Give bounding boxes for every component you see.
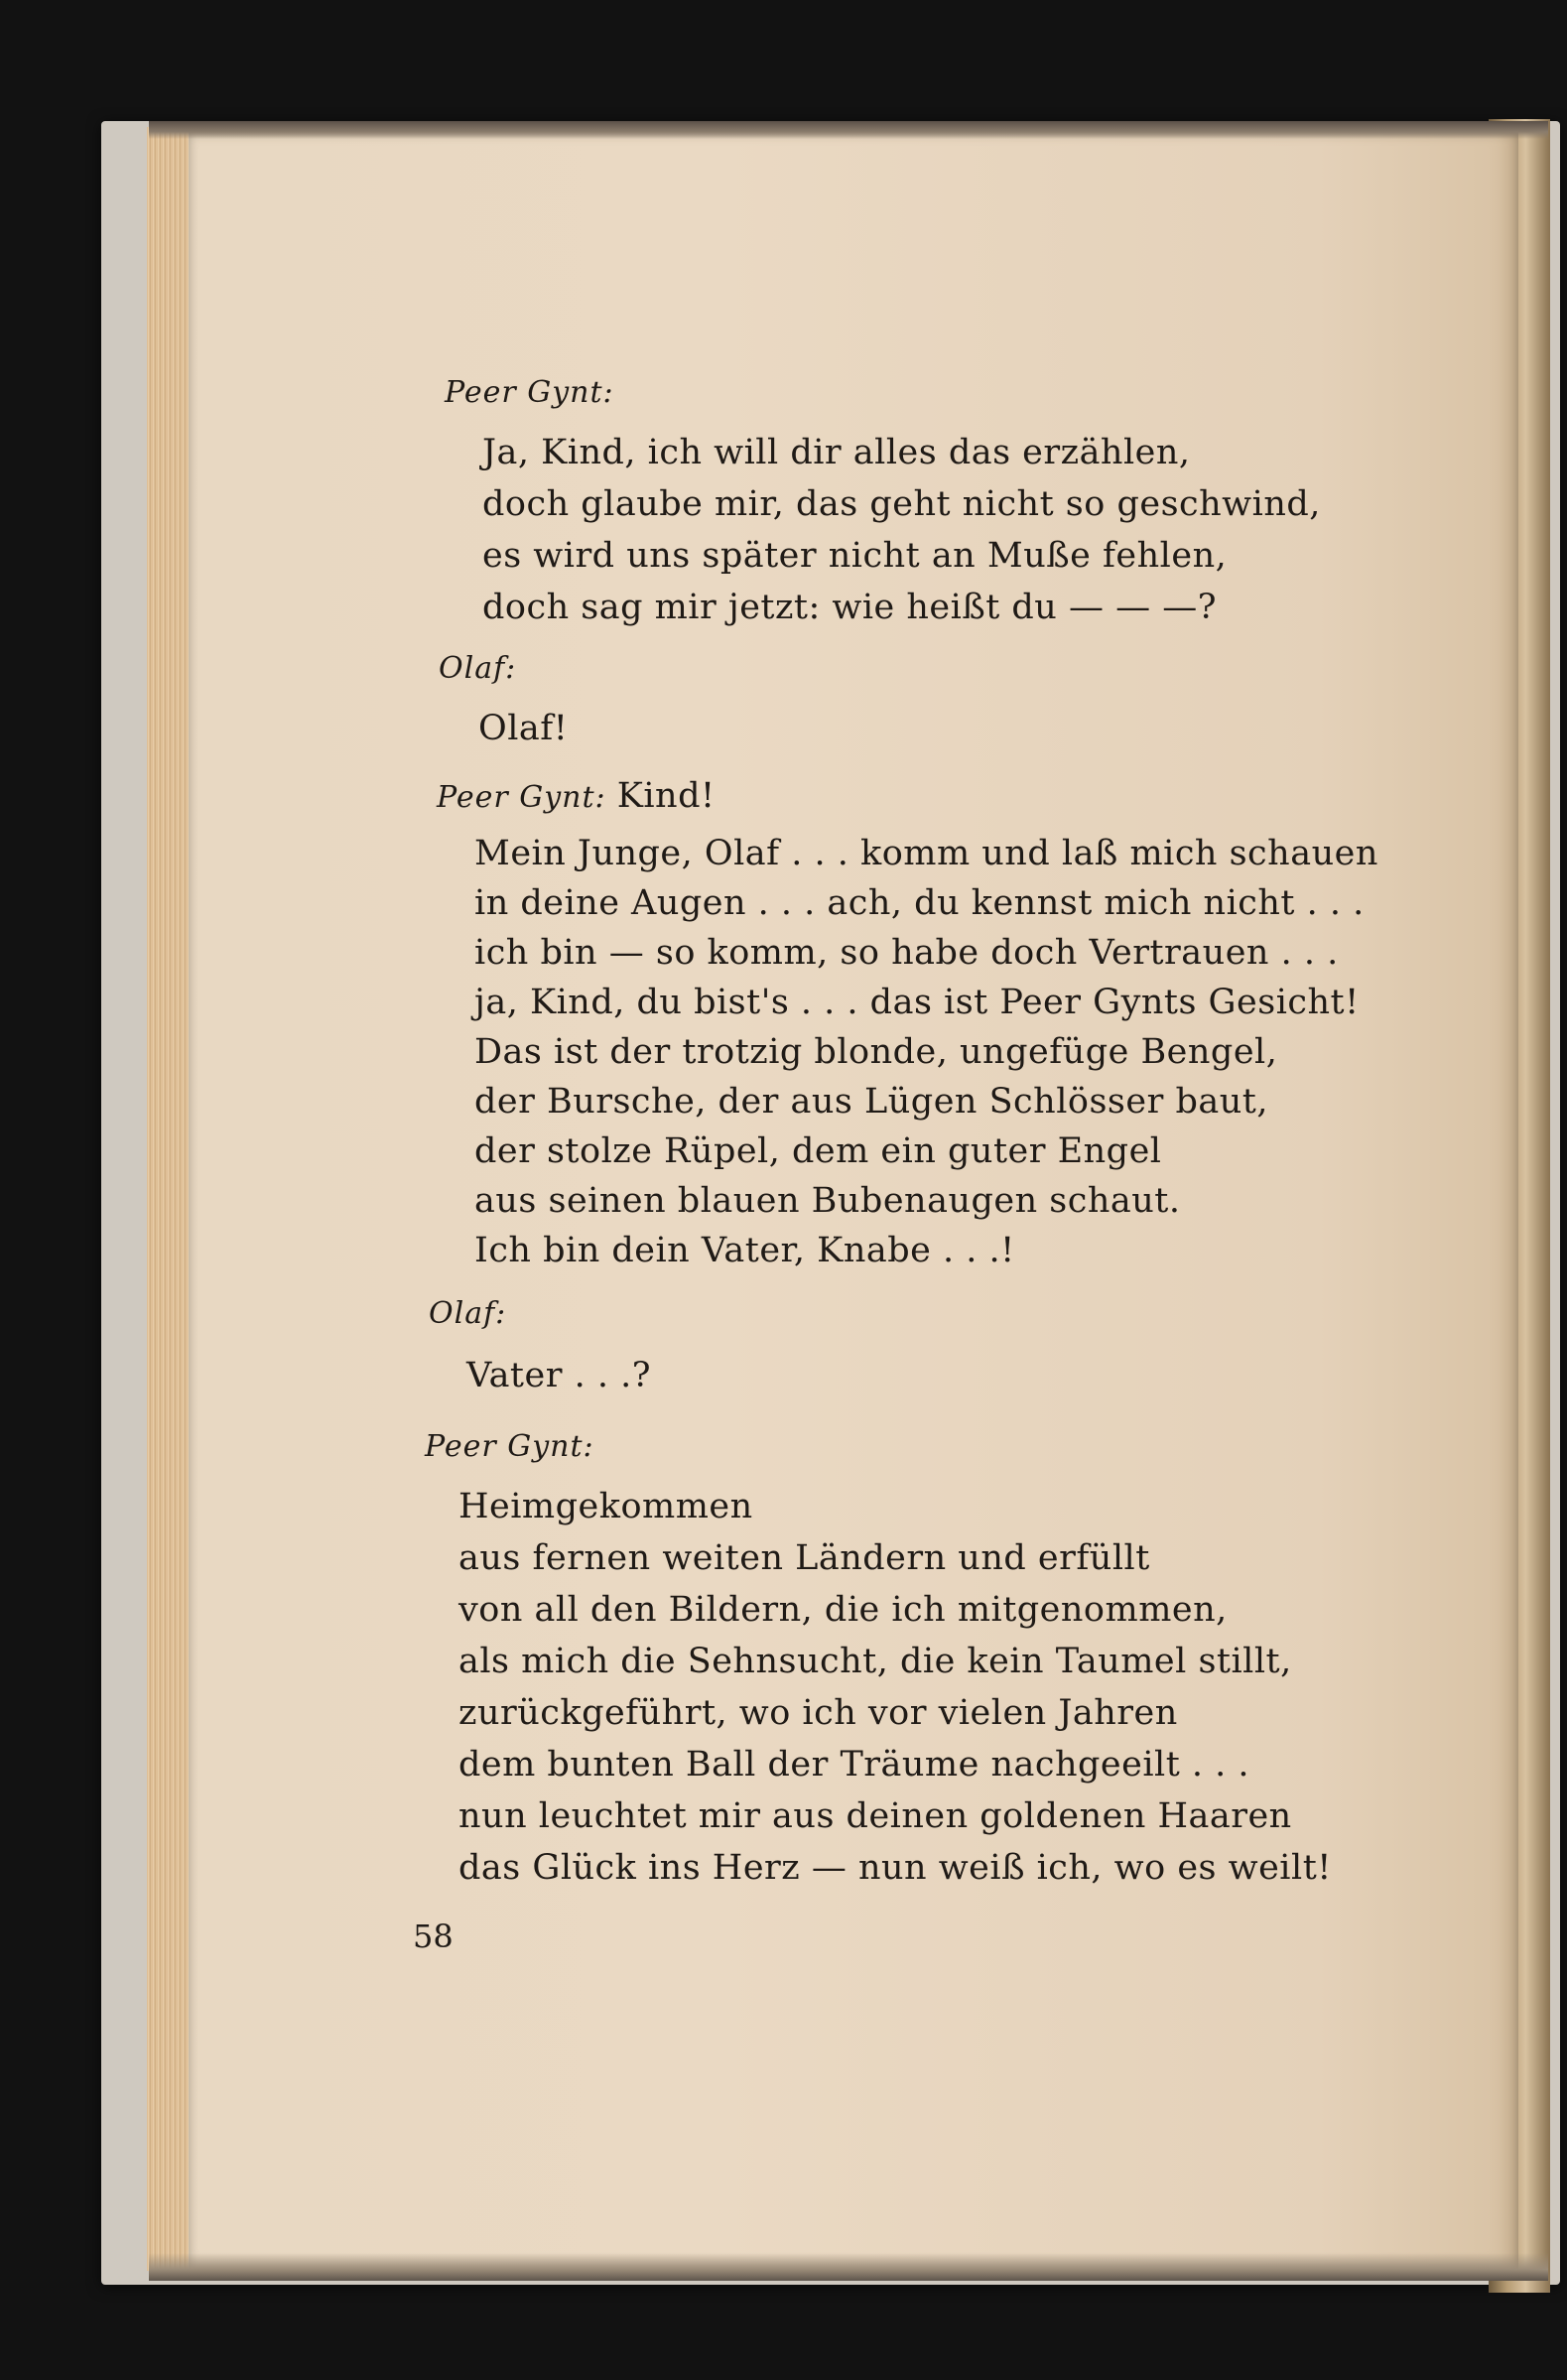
speaker-exclamation: Kind! bbox=[616, 776, 716, 816]
verse-line: ich bin — so komm, so habe doch Vertrauen . . . bbox=[474, 933, 1339, 973]
verse-line: von all den Bildern, die ich mitgenommen, bbox=[458, 1590, 1228, 1630]
verse-line: zurückgeführt, wo ich vor vielen Jahren bbox=[458, 1693, 1178, 1733]
verse-line: Heimgekommen bbox=[458, 1487, 753, 1526]
verse-line: der Bursche, der aus Lügen Schlösser baut, bbox=[474, 1082, 1268, 1122]
verse-line: Das ist der trotzig blonde, ungefüge Bengel, bbox=[474, 1032, 1278, 1072]
verse-line: Mein Junge, Olaf . . . komm und laß mich schauen bbox=[474, 834, 1378, 873]
verse-line: aus fernen weiten Ländern und erfüllt bbox=[458, 1538, 1150, 1578]
verse-line: ja, Kind, du bist's . . . das ist Peer Gynts Gesicht! bbox=[474, 983, 1360, 1022]
verse-line: nun leuchtet mir aus deinen goldenen Haaren bbox=[458, 1796, 1292, 1836]
page-top-edge bbox=[149, 121, 1548, 139]
speaker-label: Olaf: bbox=[429, 1296, 507, 1331]
verse-line: doch glaube mir, das geht nicht so geschwind, bbox=[482, 484, 1321, 524]
verse-line: dem bunten Ball der Träume nachgeeilt . . . bbox=[458, 1745, 1250, 1785]
verse-line: Vater . . .? bbox=[466, 1356, 651, 1395]
speaker-row bbox=[437, 776, 716, 816]
speaker-label: Peer Gynt: bbox=[425, 1429, 594, 1464]
verse-line: als mich die Sehnsucht, die kein Taumel stillt, bbox=[458, 1642, 1292, 1681]
speaker-label: Peer Gynt: bbox=[437, 780, 606, 815]
speaker-label: Olaf: bbox=[439, 651, 517, 686]
verse-line: es wird uns später nicht an Muße fehlen, bbox=[482, 536, 1228, 576]
verse-line: in deine Augen . . . ach, du kennst mich nicht . . . bbox=[474, 883, 1365, 923]
verse-line: Ich bin dein Vater, Knabe . . .! bbox=[474, 1231, 1015, 1270]
verse-line: aus seinen blauen Bubenaugen schaut. bbox=[474, 1181, 1181, 1221]
speaker-label: Peer Gynt: bbox=[445, 375, 614, 410]
page-bottom-edge bbox=[149, 2253, 1548, 2281]
verse-line: der stolze Rüpel, dem ein guter Engel bbox=[474, 1131, 1162, 1171]
verse-line: doch sag mir jetzt: wie heißt du — — —? bbox=[482, 588, 1217, 627]
verse-line: Olaf! bbox=[478, 709, 569, 748]
page-number: 58 bbox=[413, 1917, 454, 1955]
verse-line: Ja, Kind, ich will dir alles das erzählen, bbox=[482, 433, 1191, 472]
verse-line: das Glück ins Herz — nun weiß ich, wo es weilt! bbox=[458, 1848, 1332, 1888]
